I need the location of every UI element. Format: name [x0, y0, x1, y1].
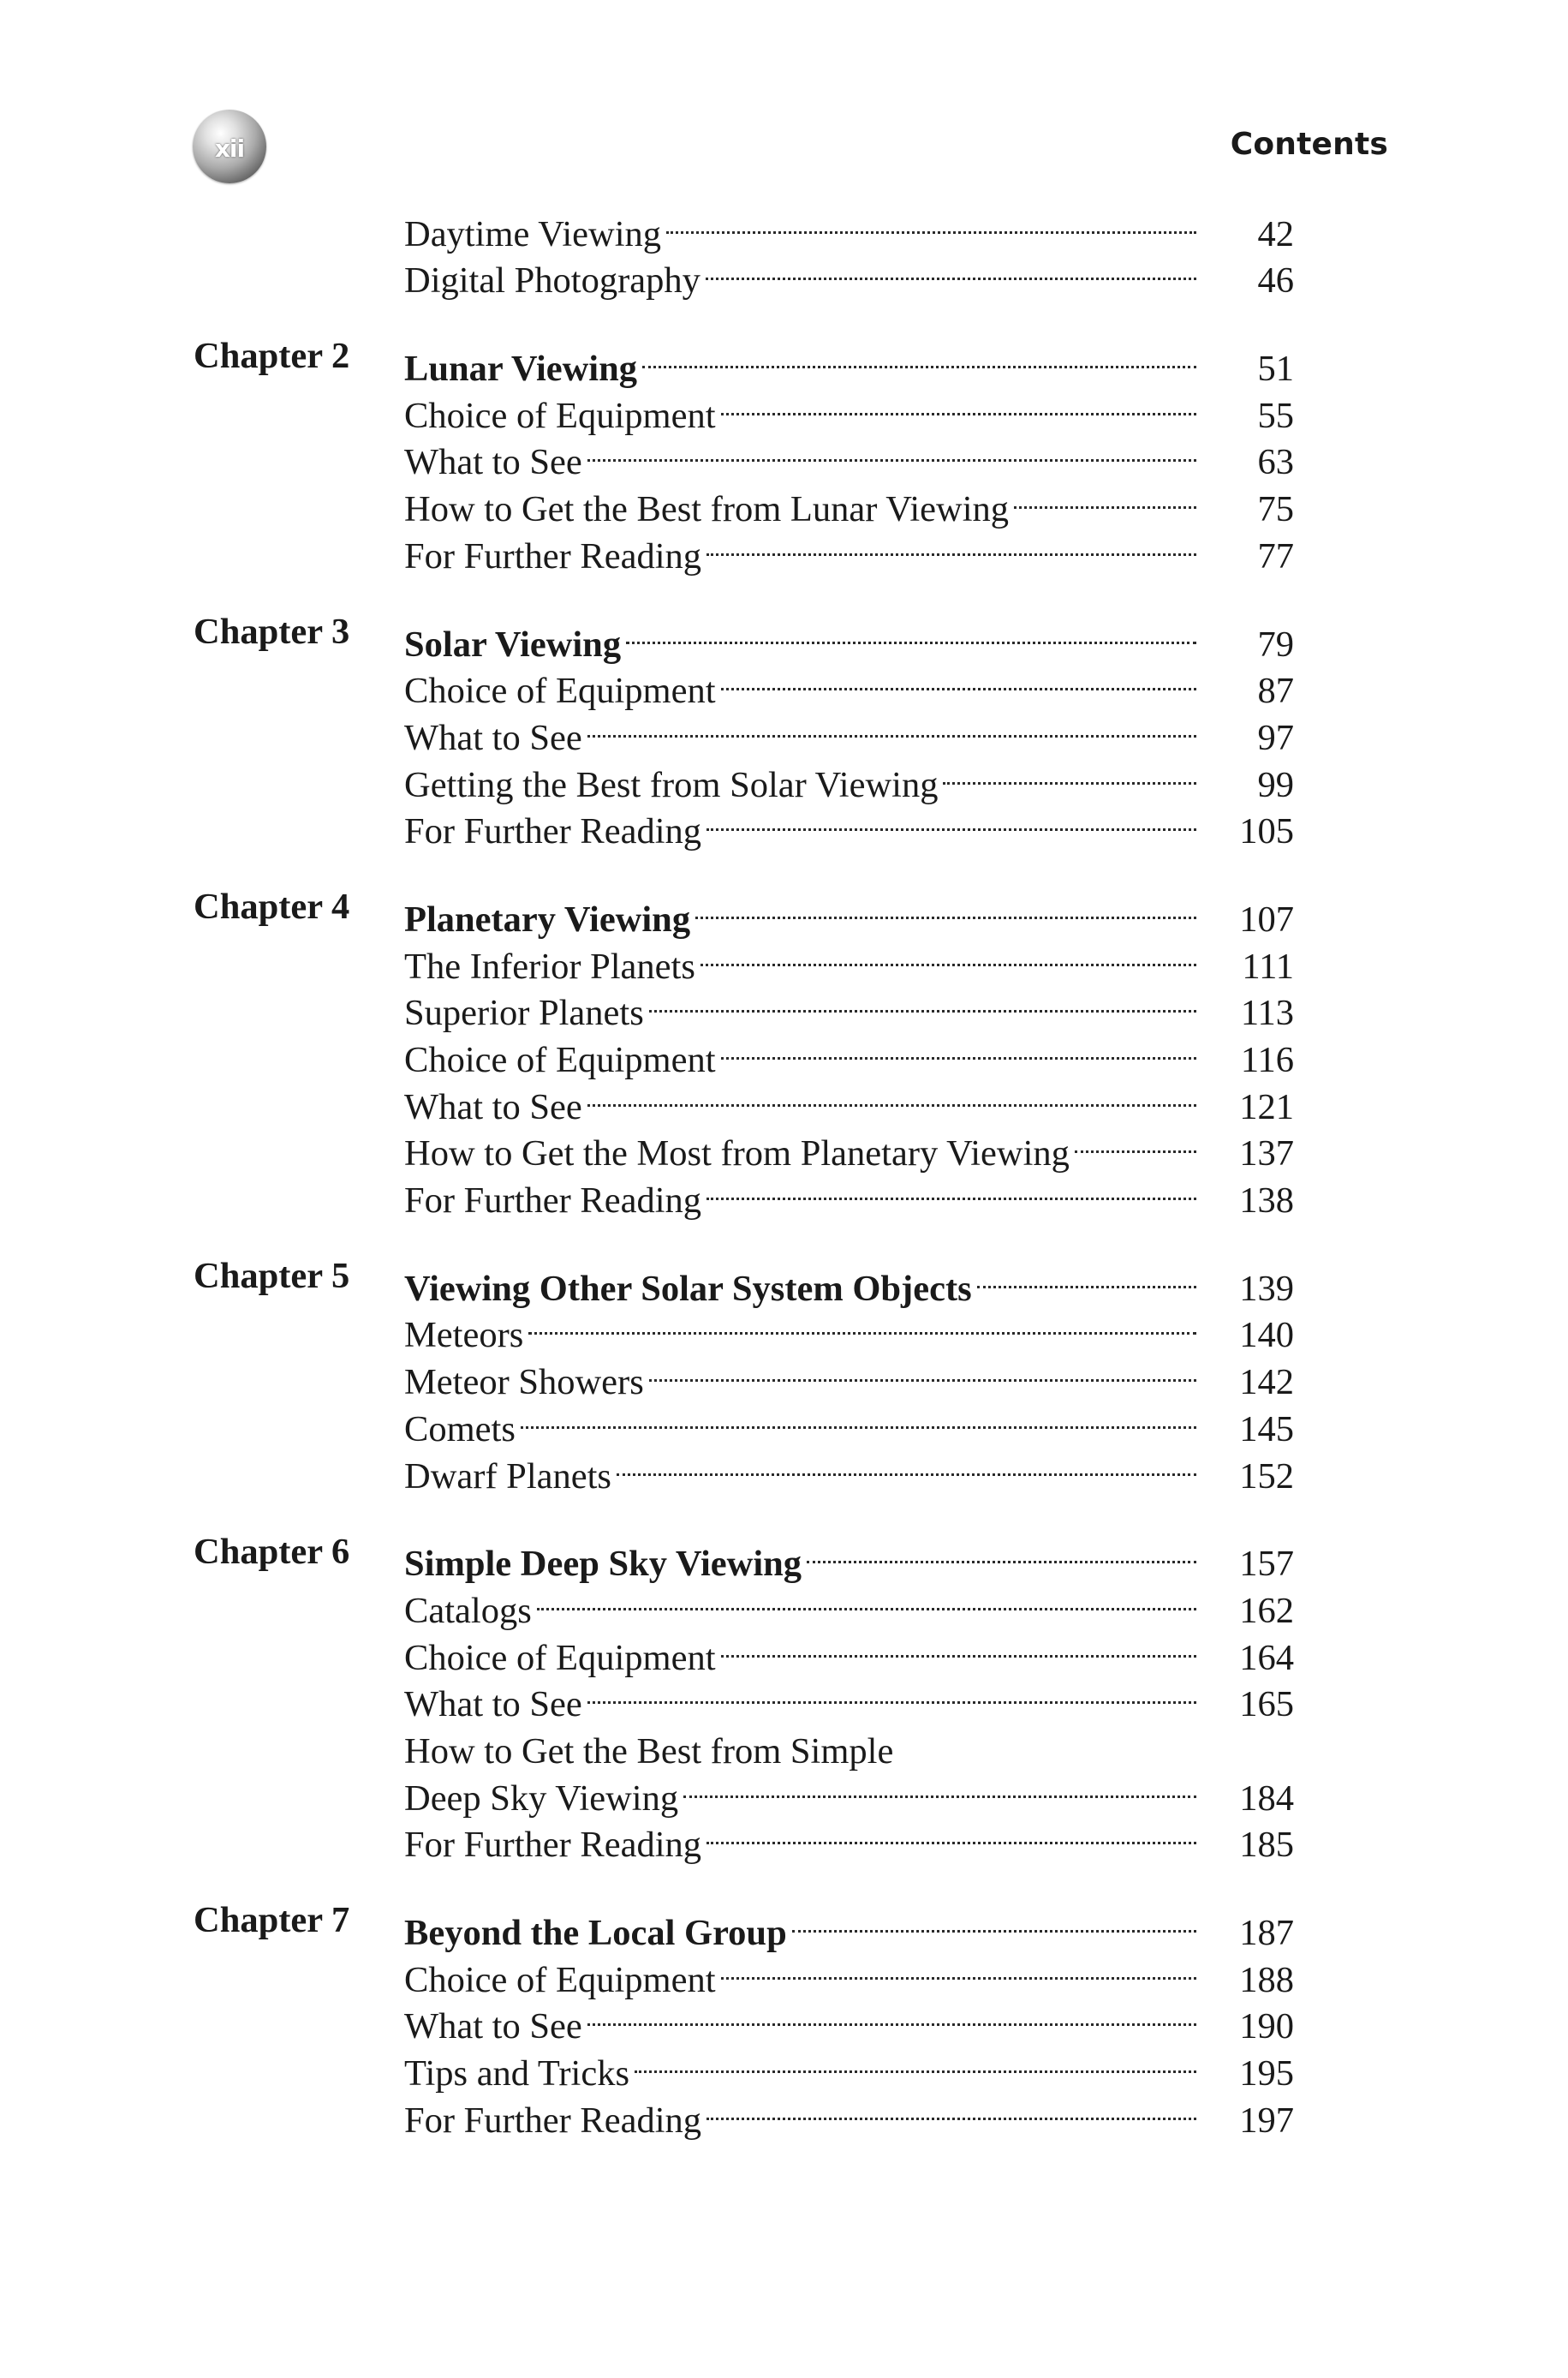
dot-leader [587, 1072, 1196, 1119]
page-number-ref: 97 [1257, 717, 1294, 758]
table-of-contents [0, 199, 1568, 2173]
chapter-label: Chapter 6 [194, 1531, 350, 1572]
page-number-ref: 55 [1257, 395, 1294, 436]
page-number-ref: 105 [1239, 811, 1294, 852]
dot-leader [898, 1716, 1196, 1763]
dot-leader [642, 333, 1196, 380]
dot-leader [649, 978, 1196, 1025]
toc-row [0, 1670, 1568, 1725]
dot-leader [721, 1945, 1196, 1992]
toc-row [0, 474, 1568, 530]
toc-row [0, 1300, 1568, 1356]
section-title: For Further Reading [404, 1180, 702, 1222]
toc-entry[interactable] [404, 1441, 1294, 1500]
dot-leader [706, 1810, 1196, 1857]
page-number-ref: 107 [1239, 899, 1294, 940]
page-number-ref: 164 [1239, 1637, 1294, 1678]
dot-leader [706, 521, 1196, 568]
toc-chapter-group [0, 884, 1568, 1222]
page-number-ref: 145 [1239, 1408, 1294, 1449]
dot-leader [587, 427, 1196, 475]
running-head: Contents [1230, 127, 1388, 162]
toc-row [0, 333, 1568, 390]
toc-row [0, 1575, 1568, 1631]
toc-row [0, 1165, 1568, 1222]
dot-leader [721, 380, 1196, 427]
chapter-title: Solar Viewing [404, 624, 622, 665]
chapter-label: Chapter 2 [194, 336, 350, 377]
page-number-ref: 121 [1239, 1086, 1294, 1127]
page-number-ref: 138 [1239, 1180, 1294, 1222]
dot-leader [792, 1897, 1196, 1945]
section-title: Meteor Showers [404, 1362, 644, 1403]
section-title: Digital Photography [404, 260, 701, 302]
dot-leader [1075, 1119, 1196, 1166]
page-number-ref: 139 [1239, 1268, 1294, 1309]
page-number-ref: 46 [1257, 260, 1294, 302]
toc-row [0, 656, 1568, 712]
page-number-ref: 116 [1240, 1040, 1294, 1080]
dot-leader [706, 246, 1196, 293]
toc-entry[interactable] [404, 521, 1294, 580]
section-title: Choice of Equipment [404, 1959, 716, 2000]
section-title: What to See [404, 2006, 582, 2047]
section-title: Choice of Equipment [404, 1637, 716, 1678]
dot-leader [683, 1763, 1196, 1810]
chapter-title: Lunar Viewing [404, 349, 637, 390]
dot-leader [706, 1165, 1196, 1212]
section-title: For Further Reading [404, 811, 702, 852]
toc-row [0, 380, 1568, 436]
toc-row [0, 1072, 1568, 1127]
toc-entry[interactable] [404, 2085, 1294, 2144]
section-title: Choice of Equipment [404, 395, 716, 436]
dot-leader [721, 656, 1196, 703]
toc-row [0, 1622, 1568, 1678]
toc-row [0, 2038, 1568, 2094]
dot-leader [587, 1670, 1196, 1717]
section-title: Choice of Equipment [404, 1040, 716, 1080]
dot-leader [587, 702, 1196, 750]
section-title: Getting the Best from Solar Viewing [404, 764, 939, 805]
section-title: Deep Sky Viewing [404, 1778, 679, 1819]
page-number-ref: 51 [1257, 349, 1294, 390]
section-title: For Further Reading [404, 535, 702, 577]
dot-leader [943, 750, 1196, 797]
chapter-label: Chapter 7 [194, 1900, 350, 1941]
toc-row [0, 1810, 1568, 1866]
dot-leader [587, 1992, 1196, 2039]
dot-leader [695, 884, 1196, 931]
section-title: What to See [404, 717, 582, 758]
section-title: What to See [404, 1086, 582, 1127]
toc-row [0, 1441, 1568, 1497]
toc-row [0, 199, 1568, 254]
toc-row [0, 609, 1568, 665]
dot-leader [521, 1394, 1196, 1441]
chapter-title: Beyond the Local Group [404, 1913, 787, 1953]
toc-chapter-group [0, 609, 1568, 852]
page-number-ref: 111 [1242, 946, 1294, 987]
section-title: What to See [404, 442, 582, 483]
page-number-ref: 79 [1257, 624, 1294, 665]
toc-row [0, 1529, 1568, 1585]
page-number-ref: 197 [1239, 2100, 1294, 2141]
page-number-ref: 165 [1239, 1684, 1294, 1725]
dot-leader [701, 931, 1196, 978]
dot-leader [528, 1300, 1196, 1347]
dot-leader [977, 1253, 1196, 1300]
page-number-ref: 140 [1239, 1315, 1294, 1356]
page-number-ref: 184 [1239, 1778, 1294, 1819]
chapter-label: Chapter 3 [194, 611, 350, 652]
dot-leader [649, 1347, 1196, 1394]
page-number-ref: 185 [1239, 1825, 1294, 1866]
dot-leader [537, 1575, 1196, 1622]
toc-row [0, 1945, 1568, 2000]
toc-row [0, 797, 1568, 852]
chapter-label: Chapter 4 [194, 887, 350, 928]
dot-leader [721, 1622, 1196, 1670]
section-title: Catalogs [404, 1590, 532, 1631]
toc-entry[interactable] [404, 797, 1294, 856]
chapter-title: Simple Deep Sky Viewing [404, 1544, 802, 1585]
page-number-ref: 87 [1257, 671, 1294, 712]
toc-row [0, 1119, 1568, 1174]
page-number-ref: 63 [1257, 442, 1294, 483]
toc-row [0, 521, 1568, 577]
toc-row [0, 1716, 1568, 1772]
chapter-title: Viewing Other Solar System Objects [404, 1268, 972, 1309]
section-title: Daytime Viewing [404, 213, 662, 254]
page-number-ref: 75 [1257, 489, 1294, 530]
page-number-ref: 195 [1239, 2053, 1294, 2094]
toc-row [0, 931, 1568, 987]
toc-row [0, 1897, 1568, 1953]
section-title: Superior Planets [404, 993, 644, 1034]
toc-row [0, 2085, 1568, 2141]
section-title: The Inferior Planets [404, 946, 695, 987]
page-number-ref: 77 [1257, 535, 1294, 577]
page-number-ref: 142 [1239, 1362, 1294, 1403]
section-title: Choice of Equipment [404, 671, 716, 712]
dot-leader [807, 1529, 1196, 1576]
toc-row [0, 1025, 1568, 1080]
toc-row [0, 884, 1568, 940]
toc-row [0, 427, 1568, 483]
section-title: What to See [404, 1684, 582, 1725]
toc-chapter-group [0, 1529, 1568, 1866]
section-title: How to Get the Best from Simple [404, 1730, 894, 1772]
dot-leader [666, 199, 1196, 246]
toc-row [0, 702, 1568, 758]
section-title: Dwarf Planets [404, 1455, 611, 1497]
toc-row [0, 1394, 1568, 1449]
page-number-ref: 152 [1239, 1455, 1294, 1497]
toc-row [0, 1347, 1568, 1403]
toc-chapter-group [0, 333, 1568, 577]
section-title: How to Get the Most from Planetary Viewing [404, 1133, 1070, 1174]
page-number-ref: 99 [1257, 764, 1294, 805]
section-title: For Further Reading [404, 2100, 702, 2141]
page-number: xii [214, 134, 245, 163]
page-number-ref: 162 [1239, 1590, 1294, 1631]
page-number-ref: 187 [1239, 1913, 1294, 1953]
section-title: Comets [404, 1408, 516, 1449]
toc-entry[interactable] [404, 246, 1294, 305]
section-title: How to Get the Best from Lunar Viewing [404, 489, 1010, 530]
dot-leader [617, 1441, 1196, 1488]
toc-row [0, 1992, 1568, 2047]
section-title: For Further Reading [404, 1825, 702, 1866]
dot-leader [1014, 474, 1196, 521]
chapter-label: Chapter 5 [194, 1256, 350, 1297]
toc-entry[interactable] [404, 1165, 1294, 1224]
dot-leader [626, 609, 1196, 656]
page-number-ref: 190 [1239, 2006, 1294, 2047]
toc-chapter-group [0, 1897, 1568, 2141]
toc-row [0, 978, 1568, 1034]
page-number-ref: 42 [1257, 213, 1294, 254]
toc-row [0, 1763, 1568, 1819]
page-number-ref: 137 [1239, 1133, 1294, 1174]
section-title: Meteors [404, 1315, 524, 1356]
dot-leader [706, 797, 1196, 844]
toc-chapter-group [0, 199, 1568, 302]
page-number-badge [193, 110, 266, 183]
page-number-ref: 113 [1240, 993, 1294, 1034]
section-title: Tips and Tricks [404, 2053, 629, 2094]
dot-leader [706, 2085, 1196, 2132]
page-number-ref: 188 [1239, 1959, 1294, 2000]
page-number-ref: 157 [1239, 1544, 1294, 1585]
toc-chapter-group [0, 1253, 1568, 1497]
dot-leader [721, 1025, 1196, 1072]
toc-row [0, 246, 1568, 302]
toc-row [0, 1253, 1568, 1309]
chapter-title: Planetary Viewing [404, 899, 691, 940]
toc-entry[interactable] [404, 1810, 1294, 1869]
toc-row [0, 750, 1568, 805]
dot-leader [635, 2038, 1196, 2085]
